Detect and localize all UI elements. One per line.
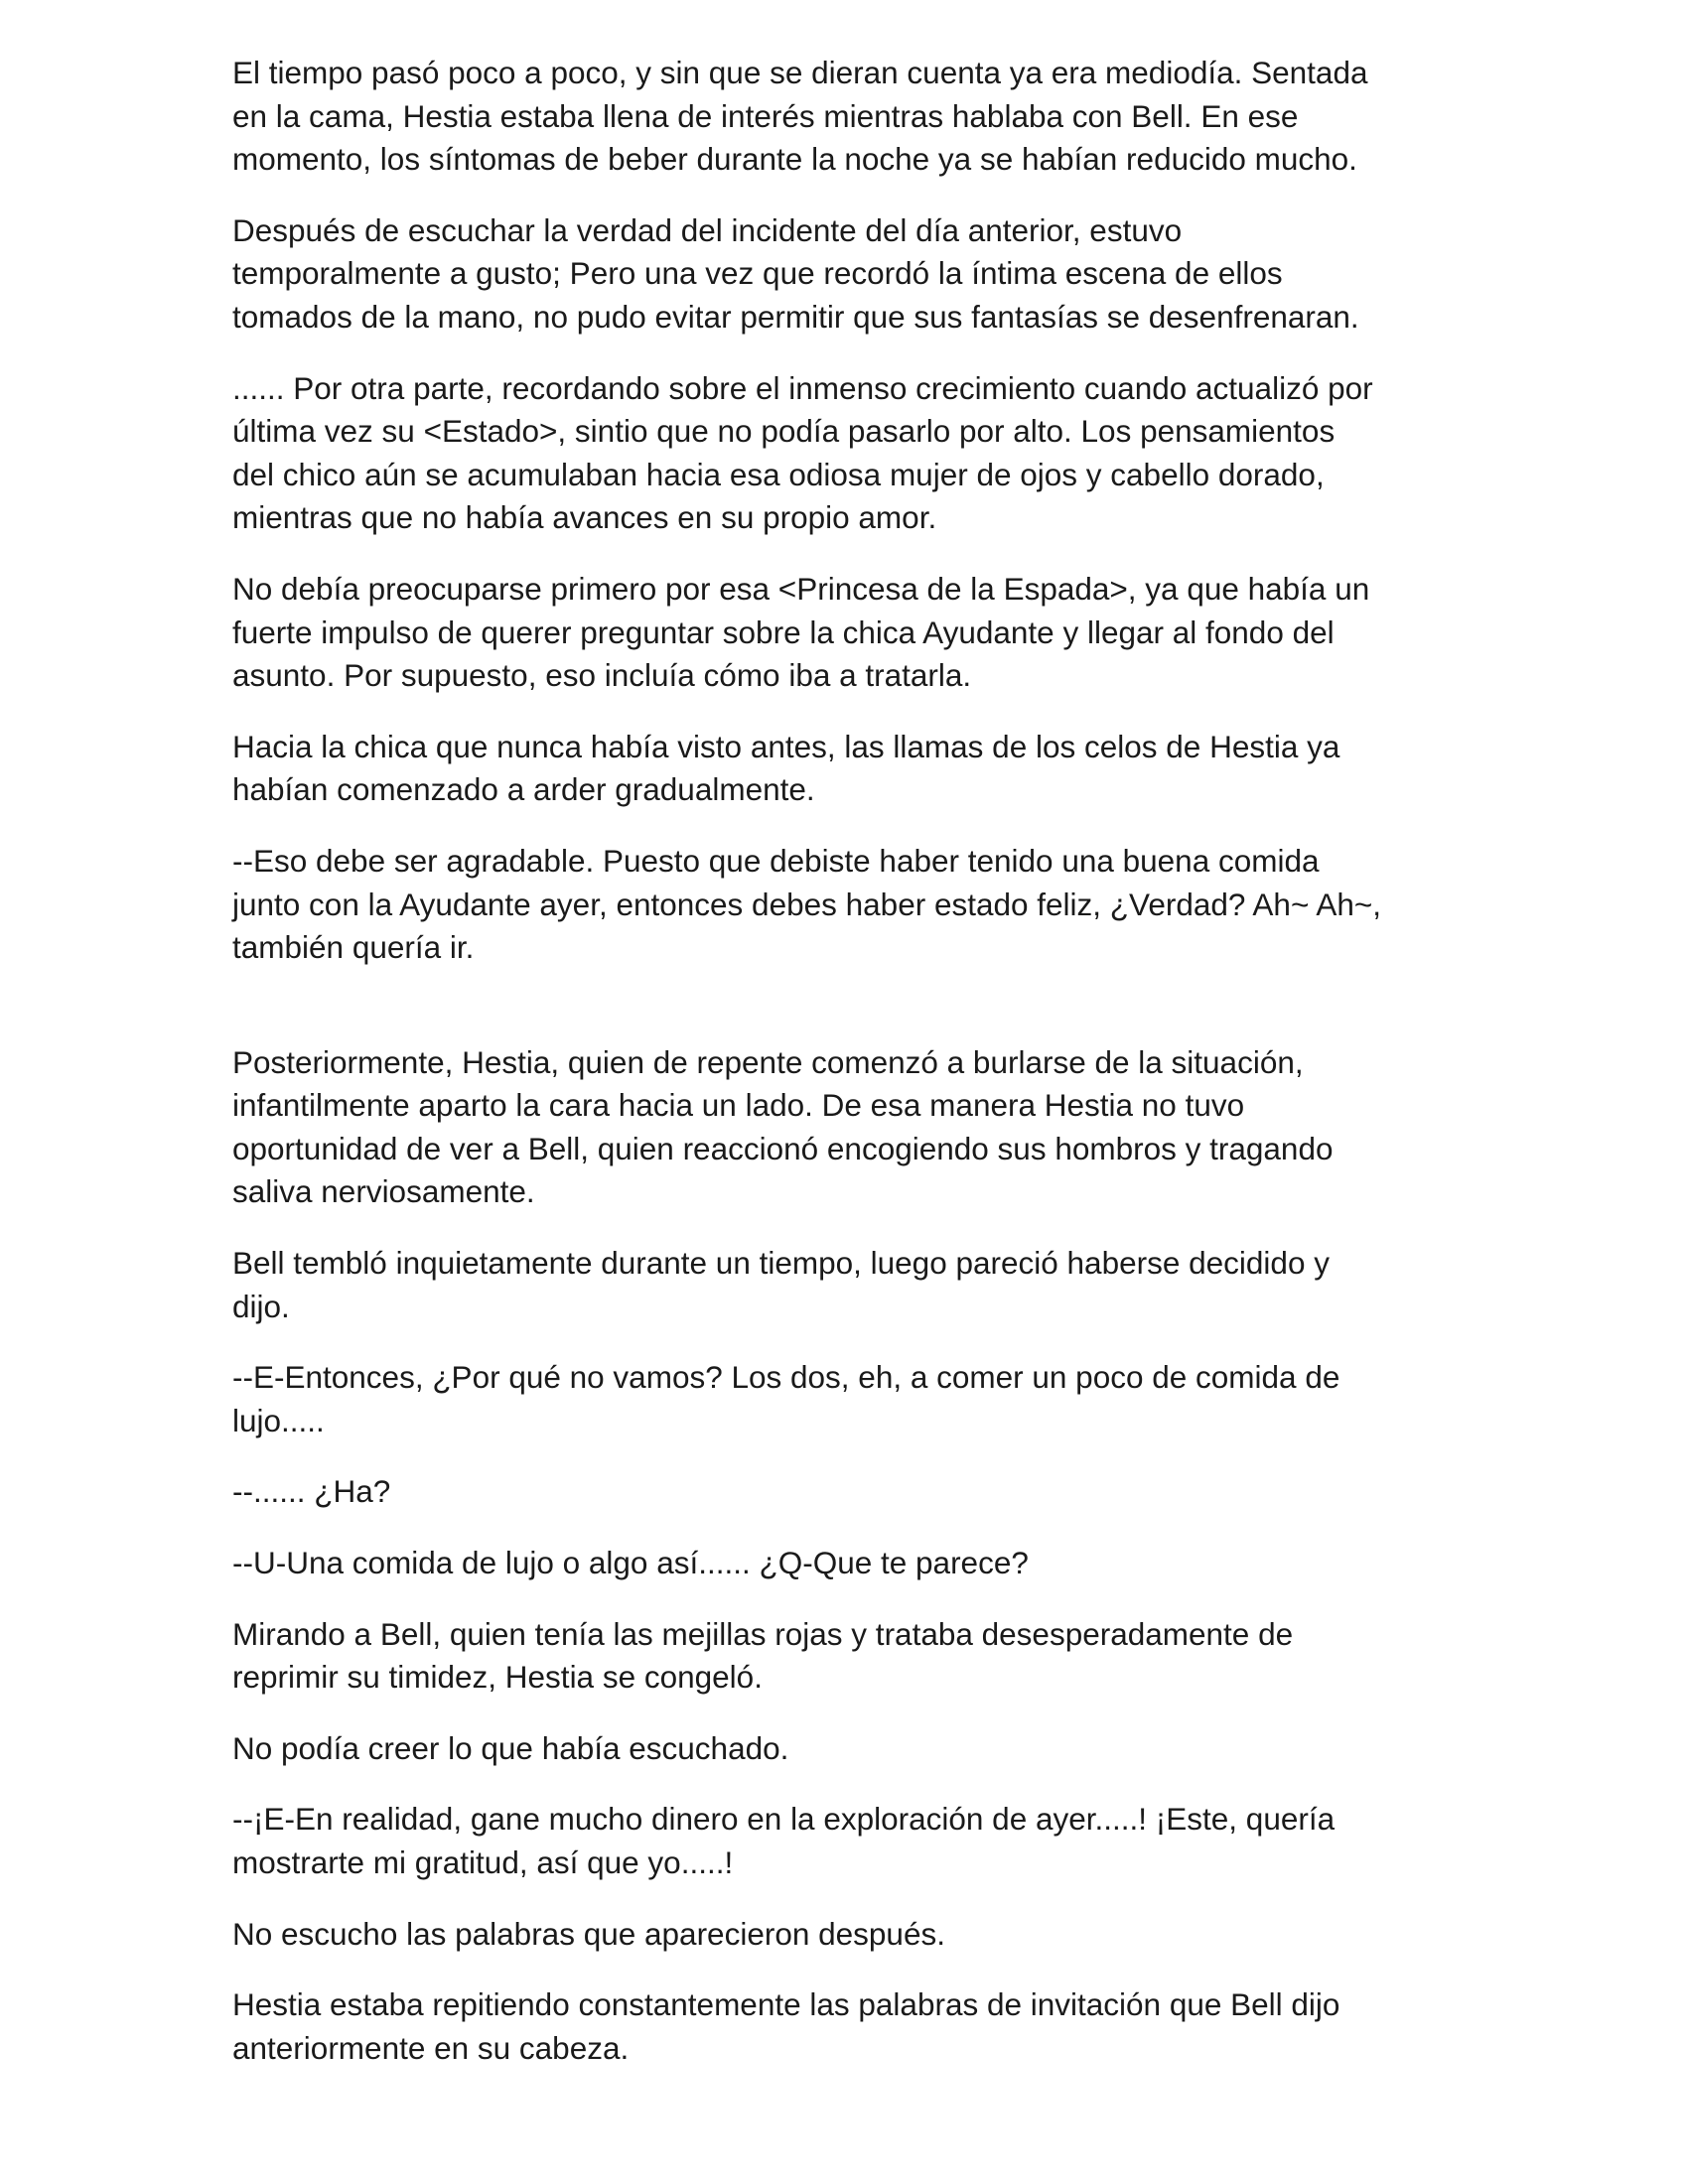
paragraph-3: ...... Por otra parte, recordando sobre el inmenso crecimiento cuando actualizó por última vez su <Estado>, sintio que no podía pasarlo por alto. Los pensamientos del chico aún se acumulaban hacia esa odiosa mujer de ojos y cabello dorado, mientras que no había avances en su propio amor. xyxy=(232,369,1373,536)
paragraph-13: No podía creer lo que había escuchado. xyxy=(232,1729,789,1766)
body-text xyxy=(232,52,1464,2098)
paragraph-15: No escucho las palabras que aparecieron después. xyxy=(232,1915,945,1952)
paragraph-12: Mirando a Bell, quien tenía las mejillas rojas y trataba desesperadamente de reprimir su timidez, Hestia se congeló. xyxy=(232,1615,1294,1696)
paragraph-8: Bell tembló inquietamente durante un tiempo, luego pareció haberse decidido y dijo. xyxy=(232,1245,1330,1324)
paragraph-11: --U-Una comida de lujo o algo así...... ¿Q-Que te parece? xyxy=(232,1545,1029,1581)
paragraph-4: No debía preocuparse primero por esa <Princesa de la Espada>, ya que había un fuerte impulso de querer preguntar sobre la chica Ayudante y llegar al fondo del asunto. Por supuesto, eso incluía cómo iba a tratarla. xyxy=(232,570,1370,694)
paragraph-7: Posteriormente, Hestia, quien de repente comenzó a burlarse de la situación, infantilmente aparto la cara hacia un lado. De esa manera Hestia no tuvo oportunidad de ver a Bell, quien reaccionó encogiendo sus hombros y tragando saliva nerviosamente. xyxy=(232,1043,1334,1210)
paragraph-5: Hacia la chica que nunca había visto antes, las llamas de los celos de Hestia ya habían comenzado a arder gradualmente. xyxy=(232,728,1340,808)
paragraph-16: Hestia estaba repitiendo constantemente las palabras de invitación que Bell dijo anteriormente en su cabeza. xyxy=(232,1986,1340,2066)
paragraph-2: Después de escuchar la verdad del incidente del día anterior, estuvo temporalmente a gusto; Pero una vez que recordó la íntima escena de ellos tomados de la mano, no pudo evitar permitir que sus fantasías se desenfrenaran. xyxy=(232,211,1359,335)
paragraph-10: --...... ¿Ha? xyxy=(232,1473,391,1510)
paragraph-14: --¡E-En realidad, gane mucho dinero en la exploración de ayer.....! ¡Este, quería mostrarte mi gratitud, así que yo.....! xyxy=(232,1801,1336,1880)
paragraph-1: El tiempo pasó poco a poco, y sin que se dieran cuenta ya era mediodía. Sentada en la cama, Hestia estaba llena de interés mientras hablaba con Bell. En ese momento, los síntomas de beber durante la noche ya se habían reducido mucho. xyxy=(232,55,1368,178)
paragraph-6: --Eso debe ser agradable. Puesto que debiste haber tenido una buena comida junto con la Ayudante ayer, entonces debes haber estado feliz, ¿Verdad? Ah~ Ah~, también quería ir. xyxy=(232,842,1382,966)
paragraph-9: --E-Entonces, ¿Por qué no vamos? Los dos, eh, a comer un poco de comida de lujo..... xyxy=(232,1359,1340,1438)
